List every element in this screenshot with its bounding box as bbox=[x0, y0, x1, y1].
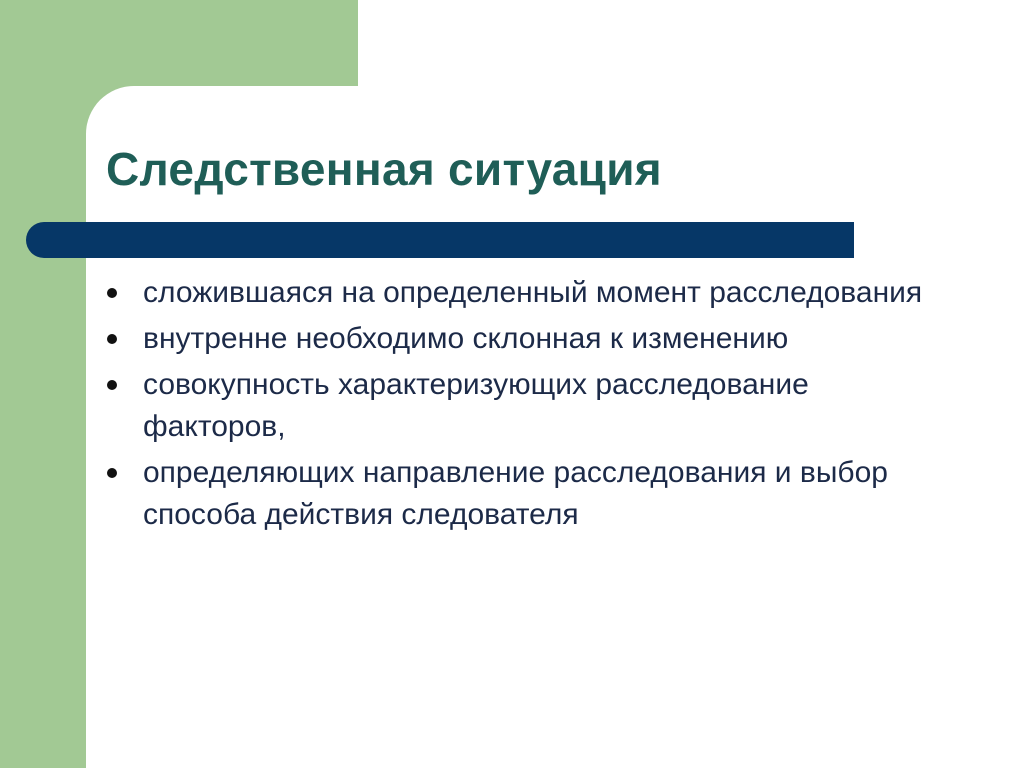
bullet-item bbox=[100, 272, 930, 314]
bullet-item bbox=[100, 318, 930, 360]
title-underline-bar bbox=[26, 222, 854, 258]
bullet-list bbox=[100, 272, 930, 540]
bullet-dot-icon bbox=[107, 380, 117, 390]
bullet-item bbox=[100, 364, 930, 448]
bullet-item bbox=[100, 452, 930, 536]
bullet-dot-icon bbox=[107, 334, 117, 344]
bullet-dot-icon bbox=[107, 468, 117, 478]
bullet-text: сложившаяся на определенный момент расследования bbox=[143, 276, 923, 309]
slide-title: Следственная ситуация bbox=[106, 143, 662, 195]
bullet-text: совокупность характеризующих расследование факторов, bbox=[143, 368, 818, 443]
bullet-dot-icon bbox=[107, 288, 117, 298]
bullet-text: внутренне необходимо склонная к изменению bbox=[143, 322, 789, 355]
bullet-text: определяющих направление расследования и выбор способа действия следователя bbox=[143, 456, 905, 531]
